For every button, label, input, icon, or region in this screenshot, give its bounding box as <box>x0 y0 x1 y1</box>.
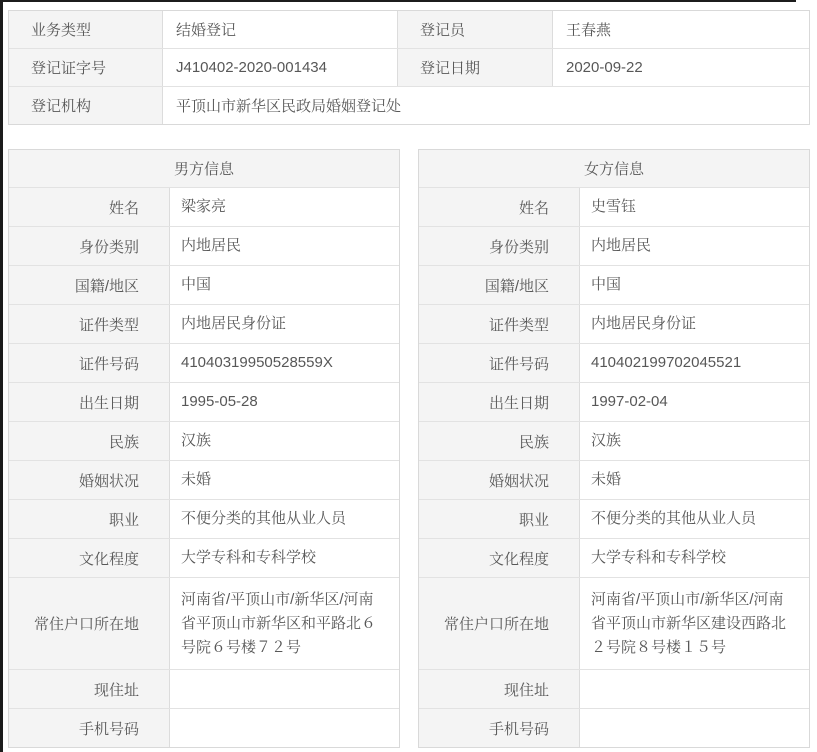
registration-agency-value: 平顶山市新华区民政局婚姻登记处 <box>163 87 809 124</box>
field-label: 出生日期 <box>9 383 170 421</box>
field-value: 中国 <box>580 266 809 304</box>
field-label: 证件类型 <box>419 305 580 343</box>
field-value: 未婚 <box>580 461 809 499</box>
field-value: 内地居民 <box>580 227 809 265</box>
field-label: 证件号码 <box>419 344 580 382</box>
field-row-mobile-number <box>419 708 809 747</box>
field-row-current-address <box>419 669 809 708</box>
summary-row <box>9 86 809 124</box>
field-row-education <box>419 538 809 577</box>
field-value: 河南省/平顶山市/新华区/河南省平顶山市新华区和平路北６号院６号楼７２号 <box>170 578 399 669</box>
field-label: 手机号码 <box>419 709 580 747</box>
field-value: 410402199702045521 <box>580 344 809 382</box>
field-row-mobile-number <box>9 708 399 747</box>
field-label: 手机号码 <box>9 709 170 747</box>
field-row-name <box>9 187 399 226</box>
field-label: 身份类别 <box>9 227 170 265</box>
field-label: 姓名 <box>419 188 580 226</box>
field-value <box>580 709 809 747</box>
field-row-identity-type <box>9 226 399 265</box>
field-value: 汉族 <box>170 422 399 460</box>
field-label: 婚姻状况 <box>9 461 170 499</box>
field-value: 大学专科和专科学校 <box>580 539 809 577</box>
field-row-marital-status <box>419 460 809 499</box>
female-info-table <box>418 149 810 748</box>
certificate-number-value: J410402-2020-001434 <box>163 49 398 86</box>
field-label: 职业 <box>419 500 580 538</box>
field-value <box>170 709 399 747</box>
field-label: 证件类型 <box>9 305 170 343</box>
field-value: 内地居民 <box>170 227 399 265</box>
record-content <box>8 10 810 748</box>
field-label: 出生日期 <box>419 383 580 421</box>
field-value: 41040319950528559X <box>170 344 399 382</box>
business-type-value: 结婚登记 <box>163 11 398 48</box>
screenshot-crop-edge-left <box>0 0 3 752</box>
field-label: 姓名 <box>9 188 170 226</box>
field-row-registered-residence <box>9 577 399 669</box>
field-value: 1997-02-04 <box>580 383 809 421</box>
registration-date-label: 登记日期 <box>398 49 553 86</box>
field-value: 河南省/平顶山市/新华区/河南省平顶山市新华区建设西路北２号院８号楼１５号 <box>580 578 809 669</box>
field-row-id-number <box>419 343 809 382</box>
summary-row <box>9 11 809 48</box>
field-label: 国籍/地区 <box>419 266 580 304</box>
field-row-education <box>9 538 399 577</box>
record-summary-table <box>8 10 810 125</box>
field-row-id-type <box>9 304 399 343</box>
field-row-nationality <box>419 265 809 304</box>
field-label: 身份类别 <box>419 227 580 265</box>
screenshot-crop-edge-top <box>0 0 796 2</box>
field-row-birth-date <box>419 382 809 421</box>
field-row-ethnicity <box>9 421 399 460</box>
business-type-label: 业务类型 <box>9 11 163 48</box>
field-label: 民族 <box>419 422 580 460</box>
field-value: 中国 <box>170 266 399 304</box>
field-value: 梁家亮 <box>170 188 399 226</box>
person-info-section <box>8 149 810 748</box>
field-value: 内地居民身份证 <box>580 305 809 343</box>
field-row-id-number <box>9 343 399 382</box>
certificate-number-label: 登记证字号 <box>9 49 163 86</box>
registrar-value: 王春燕 <box>553 11 809 48</box>
field-row-occupation <box>9 499 399 538</box>
field-label: 文化程度 <box>419 539 580 577</box>
field-value: 未婚 <box>170 461 399 499</box>
field-value: 不便分类的其他从业人员 <box>580 500 809 538</box>
field-value: 大学专科和专科学校 <box>170 539 399 577</box>
field-label: 常住户口所在地 <box>9 578 170 669</box>
field-row-birth-date <box>9 382 399 421</box>
field-value <box>580 670 809 708</box>
field-value <box>170 670 399 708</box>
registrar-label: 登记员 <box>398 11 553 48</box>
field-label: 现住址 <box>419 670 580 708</box>
field-value: 1995-05-28 <box>170 383 399 421</box>
registration-date-value: 2020-09-22 <box>553 49 809 86</box>
field-label: 婚姻状况 <box>419 461 580 499</box>
field-label: 职业 <box>9 500 170 538</box>
field-label: 现住址 <box>9 670 170 708</box>
field-row-id-type <box>419 304 809 343</box>
registration-agency-label: 登记机构 <box>9 87 163 124</box>
field-row-name <box>419 187 809 226</box>
field-value: 内地居民身份证 <box>170 305 399 343</box>
field-value: 史雪钰 <box>580 188 809 226</box>
field-label: 民族 <box>9 422 170 460</box>
field-label: 证件号码 <box>9 344 170 382</box>
field-row-identity-type <box>419 226 809 265</box>
field-row-registered-residence <box>419 577 809 669</box>
field-row-ethnicity <box>419 421 809 460</box>
field-label: 文化程度 <box>9 539 170 577</box>
male-info-table <box>8 149 400 748</box>
field-value: 不便分类的其他从业人员 <box>170 500 399 538</box>
field-row-nationality <box>9 265 399 304</box>
field-row-current-address <box>9 669 399 708</box>
field-row-marital-status <box>9 460 399 499</box>
summary-row <box>9 48 809 86</box>
male-info-title: 男方信息 <box>9 150 399 187</box>
field-row-occupation <box>419 499 809 538</box>
field-label: 常住户口所在地 <box>419 578 580 669</box>
female-info-title: 女方信息 <box>419 150 809 187</box>
field-label: 国籍/地区 <box>9 266 170 304</box>
field-value: 汉族 <box>580 422 809 460</box>
